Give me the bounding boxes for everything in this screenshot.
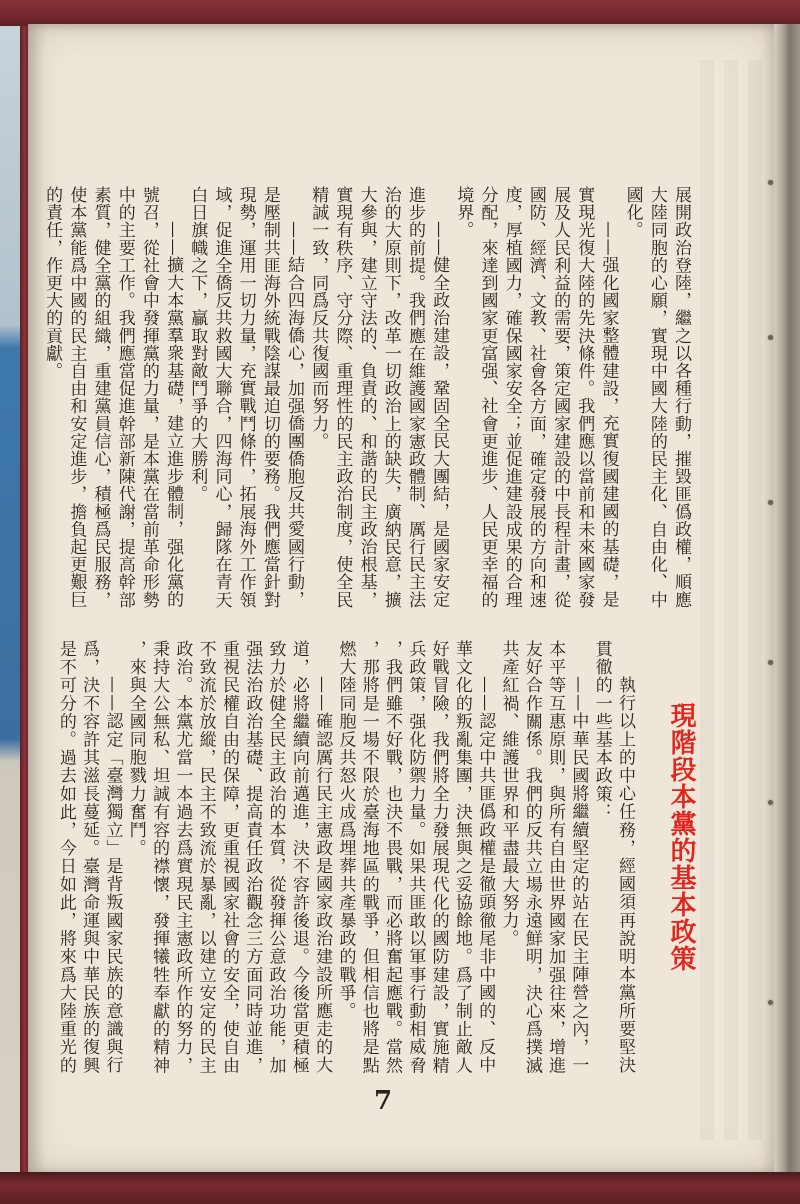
text-column: ——健全政治建設，鞏固全民大團結，是國家安定 [429, 221, 450, 609]
text-column: 致力於健全民主政治的本質，從發揮公意政治功能，加 [265, 640, 286, 1075]
text-column: ，那將是一場不限於臺海地區的戰爭，但相信也將是點 [358, 640, 379, 1075]
text-column: 華文化的叛亂集團，決無與之妥協餘地。爲了制止敵人 [451, 640, 472, 1075]
text-column: 中的主要工作。我們應當促進幹部新陳代謝，提高幹部 [114, 186, 135, 609]
text-column: 展及人民利益的需要，策定國家建設的中長程計畫，從 [550, 186, 571, 609]
text-column: 國化。 [622, 186, 643, 239]
text-column: 治的大原則下，改革一切政治上的缺失，廣納民意，擴 [380, 186, 401, 609]
text-column: 大參與，建立守法的、負責的、和諧的民主政治根基， [356, 186, 377, 609]
text-column: 兵政策，强化防禦力量。如果共匪敢以軍事行動相威脅 [405, 640, 426, 1075]
upper-text-block [39, 186, 693, 626]
text-column: 素質，健全黨的組織，重建黨員信心，積極爲民服務， [90, 186, 111, 609]
section-title: 現階段本黨的基本政策 [666, 702, 696, 972]
text-column: 重視民權自由的保障，更重視國家社會的安全，使自由 [218, 640, 239, 1075]
text-column: 實現光復大陸的先決條件。我們應以當前和未來國家發 [574, 186, 595, 609]
binding-stitch-hole [768, 660, 773, 665]
text-column: ——擴大本黨羣衆基礎，建立進步體制，强化黨的 [163, 221, 184, 609]
text-column: ——中華民國將繼續堅定的站在民主陣營之內，一 [568, 676, 589, 1075]
text-column: 境界。 [453, 186, 474, 239]
text-column: 好戰冒險，我們將全力發展現代化的國防建設，實施精 [428, 640, 449, 1075]
text-column: ，來與全國同胞戮力奮鬥。 [125, 640, 146, 858]
text-column: ——結合四海僑心，加强僑團僑胞反共愛國行動， [284, 221, 304, 609]
text-column: ，我們雖不好戰，也決不畏戰，而必將奮起應戰。當然 [382, 640, 403, 1075]
binding-stitch-hole [768, 800, 773, 805]
text-column: 的責任，作更大的貢獻。 [42, 186, 63, 380]
text-column: ——認定中共匪僞政權是徹頭徹尾非中國的、反中 [475, 676, 496, 1075]
bleed-through-texture [700, 60, 770, 1140]
page-number: 7 [374, 1086, 393, 1116]
text-column: 本平等互惠原則，與所有自由世界國家加强往來，增進 [545, 640, 566, 1075]
text-column: 友好合作關係。我們的反共立場永遠鮮明，決心爲撲滅 [521, 640, 542, 1075]
text-column: 白日旗幟之下，贏取對敵鬥爭的大勝利。 [187, 186, 208, 503]
text-column: 貫徹的一些基本政策： [591, 640, 612, 821]
binding-stitch-hole [768, 1000, 773, 1005]
text-column: 進步的前提。我們應在維護國家憲政體制、厲行民主法 [404, 186, 425, 609]
text-column: 現勢，運用一切力量，充實戰鬥條件，拓展海外工作領 [235, 186, 256, 609]
book-spine-right [774, 24, 800, 1174]
binding-stitch-hole [768, 500, 773, 505]
text-column: 號召，從社會中發揮黨的力量，是本黨在當前革命形勢 [138, 186, 159, 609]
text-column: 是壓制共匪海外統戰陰謀最迫切的要務。我們應當針對 [259, 186, 280, 609]
binding-stitch-hole [768, 335, 773, 340]
text-column: 燃大陸同胞反共怒火成爲埋葬共產暴政的戰爭。 [335, 640, 356, 1021]
text-column: 使本黨能爲中國的民主自由和安定進步，擔負起更艱巨 [66, 186, 87, 609]
text-column: 展開政治登陸，繼之以各種行動，摧毀匪僞政權，順應 [671, 186, 691, 609]
text-column: 是不可分的。過去如此，今日如此，將來爲大陸重光的 [55, 640, 76, 1075]
text-column: 國防、經濟、文教、社會各方面，確定發展的方向和速 [525, 186, 546, 609]
text-column: 爲，決不容許其滋長蔓延。臺灣命運與中華民族的復興 [79, 640, 100, 1075]
text-column: 實現有秩序、守分際、重理性的民主政治制度，使全民 [332, 186, 353, 609]
book-cover-bottom-edge [0, 1172, 800, 1204]
text-column: 精誠一致，同爲反共復國而努力。 [308, 186, 329, 450]
text-column: ——强化國家整體建設，充實復國建國的基礎，是 [598, 221, 619, 609]
text-column: 度，厚植國力，確保國家安全；並促進建設成果的合理 [501, 186, 522, 609]
text-column: ——認定「臺灣獨立」是背叛國家民族的意識與行 [102, 676, 123, 1075]
lower-text-block [53, 640, 636, 1090]
text-column: 域，促進全僑反共救國大聯合，四海同心，歸隊在青天 [211, 186, 232, 609]
text-column: ——確認厲行民主憲政是國家政治建設所應走的大 [312, 676, 333, 1075]
text-column: 道，必將繼續向前邁進，決不容許後退。今後當更積極 [288, 640, 309, 1075]
binding-stitch-hole [768, 180, 773, 185]
text-column: 大陸同胞的心願，實現中國大陸的民主化、自由化、中 [646, 186, 667, 609]
text-column: 分配，來達到國家更富强、社會更進步、人民更幸福的 [477, 186, 498, 609]
text-column: 不致流於放縱，民主不致流於暴亂，以建立安定的民主 [195, 640, 216, 1075]
text-column: 强法治政治基礎、提高責任政治觀念三方面同時並進， [242, 640, 263, 1075]
text-column: 執行以上的中心任務，經國須再說明本黨所要堅決 [615, 676, 635, 1075]
text-column: 秉持大公無私、坦誠有容的襟懷，發揮犧牲奉獻的精神 [149, 640, 170, 1075]
text-column: 共產紅禍、維護世界和平盡最大努力。 [498, 640, 519, 948]
text-column: 政治。本黨尤當一本過去爲實現民主憲政所作的努力， [172, 640, 193, 1075]
